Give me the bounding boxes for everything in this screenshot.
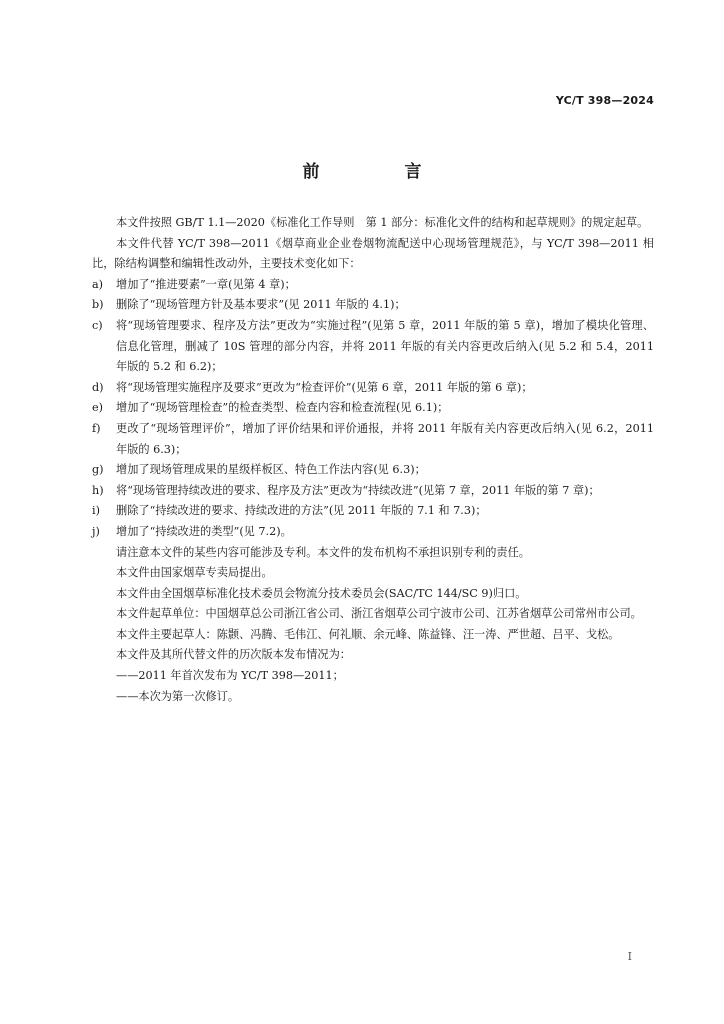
list-item [92,295,654,316]
list-item-text: 增加了现场管理成果的星级样板区、特色工作法内容(见 6.3)； [116,463,426,477]
list-item-label: d) [92,380,104,394]
list-item-label: g) [92,463,104,477]
list-item-label: h) [92,483,104,497]
list-item [92,275,654,296]
list-item-text: 增加了“推进要素”一章(见第 4 章)； [116,277,296,291]
list-item-text: 将“现场管理要求、程序及方法”更改为“实施过程”(见第 5 章，2011 年版的第 5 章)，增加了模块化管理、信息化管理，删减了 10S 管理的部分内容，并将 2011 年版的有关内容更改后纳入(见 5.2 和 5.4，2011 年版的 5.2 和 6.2)； [116,318,654,374]
list-item-text: 更改了“现场管理评价”，增加了评价结果和评价通报，并将 2011 年版有关内容更改后纳入(见 6.2，2011 年版的 6.3)； [116,421,654,456]
history-item: ——本次为第一次修订。 [116,689,240,703]
paragraph-history-intro: 本文件及其所代替文件的历次版本发布情况为： [116,648,351,662]
list-item-label: a) [92,277,104,291]
paragraph-technical-committee: 本文件由全国烟草标准化技术委员会物流分技术委员会(SAC/TC 144/SC 9)归口。 [116,586,527,600]
list-item-text: 将“现场管理持续改进的要求、程序及方法”更改为“持续改进”(见第 7 章，2011 年版的第 7 章)； [116,483,600,497]
list-item [92,316,654,378]
section-title: 前 言 [302,162,456,182]
document-code: YC/T 398—2024 [555,94,654,107]
page-number: I [627,950,632,963]
list-item [92,501,654,522]
list-item [92,398,654,419]
list-item-label: c) [92,318,103,332]
foreword-body [92,213,654,707]
paragraph-patent-notice: 请注意本文件的某些内容可能涉及专利。本文件的发布机构不承担识别专利的责任。 [116,545,530,559]
list-item-label: j) [92,524,100,538]
paragraph-drafting-units: 本文件起草单位：中国烟草总公司浙江省公司、浙江省烟草公司宁波市公司、江苏省烟草公司常州市公司。 [116,607,642,621]
list-item-text: 删除了“现场管理方针及基本要求”(见 2011 年版的 4.1)； [116,298,406,312]
paragraph-drafting-rules: 本文件按照 GB/T 1.1—2020《标准化工作导则 第 1 部分：标准化文件的结构和起草规则》的规定起草。 [116,216,649,229]
paragraph-proposer: 本文件由国家烟草专卖局提出。 [116,566,273,580]
list-item [92,522,654,543]
history-item: ——2011 年首次发布为 YC/T 398—2011； [116,669,344,683]
list-item-label: e) [92,401,103,415]
paragraph-drafters: 本文件主要起草人：陈颢、冯腾、毛伟江、何礼顺、余元峰、陈益锋、汪一涛、严世超、吕平、戈松。 [116,627,620,641]
list-item-text: 将“现场管理实施程序及要求”更改为“检查评价”(见第 6 章，2011 年版的第 6 章)； [116,380,533,394]
list-item [92,378,654,399]
list-item-label: b) [92,298,104,312]
list-item-text: 增加了“现场管理检查”的检查类型、检查内容和检查流程(见 6.1)； [116,401,449,415]
list-item-text: 增加了“持续改进的类型”(见 7.2)。 [116,524,292,538]
paragraph-replacement: 本文件代替 YC/T 398—2011《烟草商业企业卷烟物流配送中心现场管理规范》，与 YC/T 398—2011 相比，除结构调整和编辑性改动外，主要技术变化如下： [92,236,654,271]
list-item [92,481,654,502]
list-item [92,460,654,481]
list-item [92,419,654,460]
list-item-text: 删除了“持续改进的要求、持续改进的方法”(见 2011 年版的 7.1 和 7.3)； [116,504,487,518]
list-item-label: f) [92,421,101,435]
changes-list [92,275,654,543]
list-item-label: i) [92,504,100,518]
